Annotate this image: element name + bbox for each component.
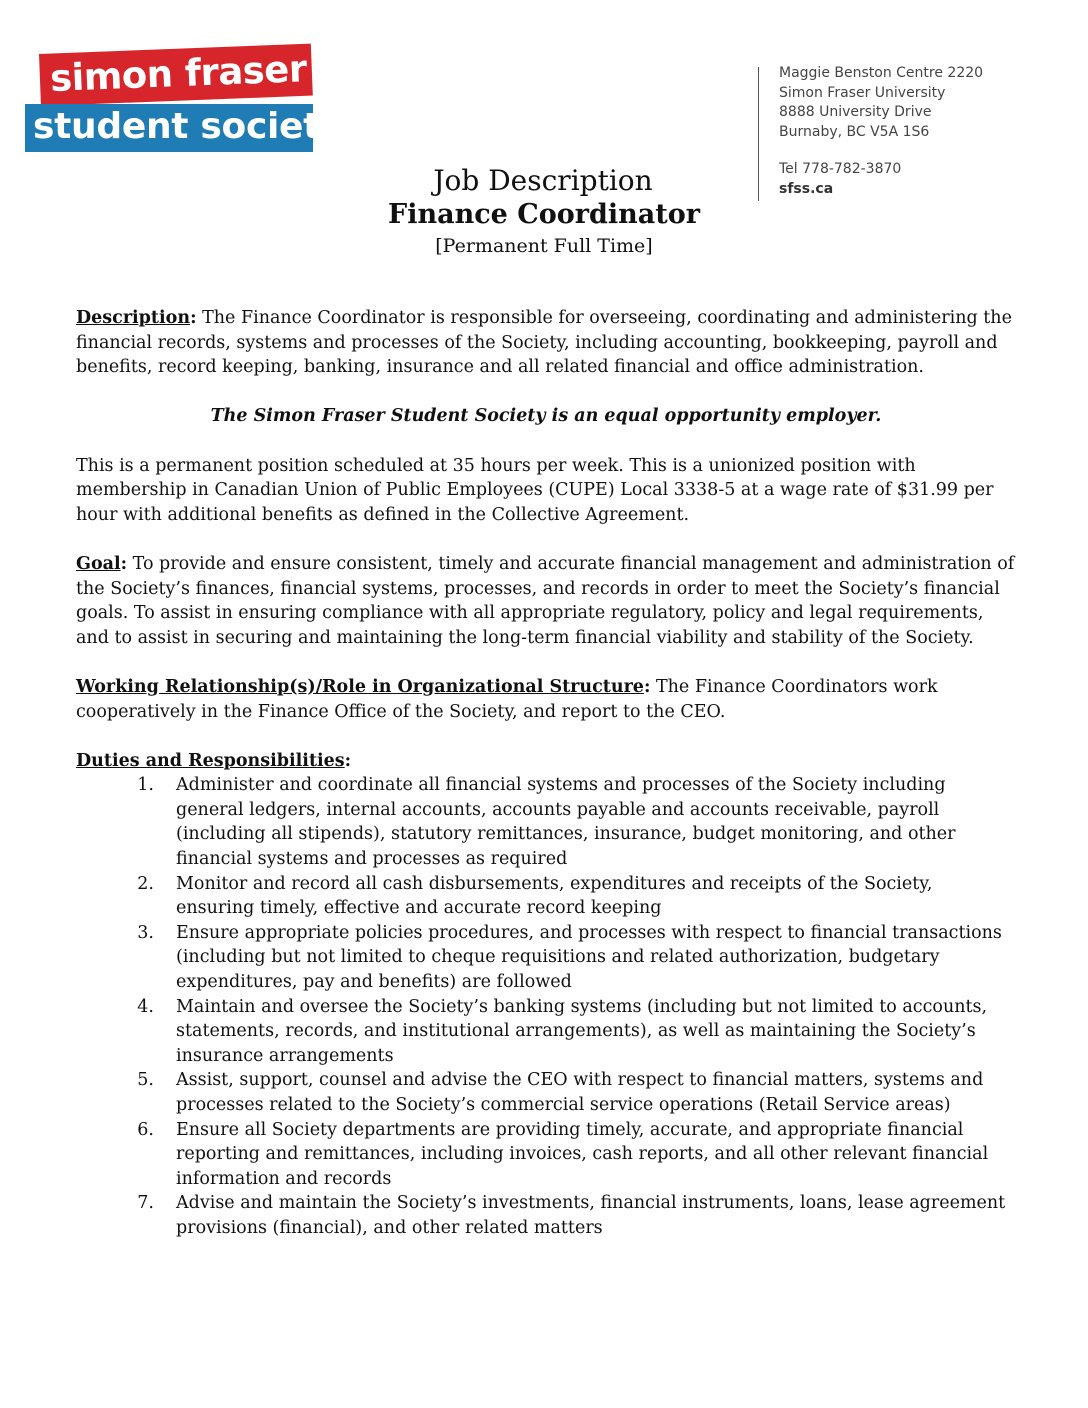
working-relationship-text: The Finance Coordinators work cooperatively in the Finance Office of the Society, and report to the CEO. <box>76 676 938 722</box>
duty-text: Ensure all Society departments are providing timely, accurate, and appropriate financial reporting and remittances, including invoices, cash reports, and all other relevant financial information and records <box>176 1119 989 1189</box>
list-item <box>76 773 1016 871</box>
duty-text: Administer and coordinate all financial systems and processes of the Society including general ledgers, internal accounts, accounts payable and accounts receivable, payroll (including all stipends), statutory remittances, insurance, budget monitoring, and other financial systems and processes as required <box>176 775 956 870</box>
contact-university: Simon Fraser University <box>779 84 946 101</box>
description-section: Description: The Finance Coordinator is responsible for overseeing, coordinating and administering the financial records, systems and processes of the Society, including accounting, bookkeeping, payroll and benefits, record keeping, banking, insurance and all related financial and office administration. <box>76 308 1012 378</box>
contact-street: 8888 University Drive <box>779 104 932 120</box>
position-title: Finance Coordinator <box>388 199 700 230</box>
document-body <box>76 306 1016 1241</box>
list-item <box>76 995 1016 1069</box>
duty-text: Monitor and record all cash disbursements, expenditures and receipts of the Society, ensuring timely, effective and accurate record keeping <box>176 873 933 919</box>
description-heading: Description <box>76 308 191 328</box>
logo-text-line2: student society <box>33 106 344 147</box>
document-type: Job Description <box>433 164 653 197</box>
duty-number: 5. <box>137 1070 154 1091</box>
goal-section: Goal: To provide and ensure consistent, timely and accurate financial management and administration of the Society’s finances, financial systems, processes, and records in order to meet the Society’s financial goals. To assist in ensuring compliance with all appropriate regulatory, policy and legal requirements, and to assist in securing and maintaining the long-term financial viability and stability of the Society. <box>76 553 1015 648</box>
goal-heading: Goal <box>76 553 121 574</box>
duty-text: Maintain and oversee the Society’s banking systems (including but not limited to accounts, statements, records, and institutional arrangements), as well as maintaining the Society’s insurance arrangements <box>176 996 988 1066</box>
list-item <box>76 1191 1016 1240</box>
list-item <box>76 1118 1016 1192</box>
list-item <box>76 872 1016 921</box>
logo-text-line1: simon fraser <box>49 47 308 101</box>
duty-number: 6. <box>137 1119 154 1140</box>
document-title-block <box>0 164 1088 260</box>
duty-number: 3. <box>137 922 154 943</box>
duty-text: Ensure appropriate policies procedures, and processes with respect to financial transactions (including but not limited to cheque requisitions and related authorization, budgetary expenditures, pay and benefits) are followed <box>176 922 1002 993</box>
contact-website: sfss.ca <box>779 180 834 197</box>
duty-text: Advise and maintain the Society’s investments, financial instruments, loans, lease agreement provisions (financial), and other related matters <box>176 1193 1006 1238</box>
position-terms: This is a permanent position scheduled at 35 hours per week. This is a unionized position with membership in Canadian Union of Public Employees (CUPE) Local 3338-5 at a wage rate of $31.99 per hour with additional benefits as defined in the Collective Agreement. <box>76 455 994 525</box>
sfss-logo <box>25 47 344 154</box>
duties-list <box>76 773 1016 1240</box>
working-relationship-section: Working Relationship(s)/Role in Organizational Structure: The Finance Coordinators work cooperatively in the Finance Office of the Society, and report to the CEO. <box>76 676 938 722</box>
contact-city: Burnaby, BC V5A 1S6 <box>779 123 930 140</box>
list-item <box>76 1068 1016 1117</box>
working-relationship-heading: Working Relationship(s)/Role in Organizational Structure <box>76 676 644 697</box>
list-item <box>76 921 1016 995</box>
duty-number: 2. <box>137 873 154 894</box>
duty-number: 4. <box>137 996 154 1017</box>
contact-tel: Tel 778-782-3870 <box>779 161 902 177</box>
duty-text: Assist, support, counsel and advise the CEO with respect to financial matters, systems and processes related to the Society’s commercial service operations (Retail Service areas) <box>176 1070 984 1115</box>
contact-building: Maggie Benston Centre 2220 <box>779 65 984 81</box>
duty-number: 1. <box>137 775 154 796</box>
description-text: The Finance Coordinator is responsible for overseeing, coordinating and administering the financial records, systems and processes of the Society, including accounting, bookkeeping, payroll and benefits, record keeping, banking, insurance and all related financial and office administration. <box>76 308 1012 378</box>
duties-section: Duties and Responsibilities: <box>76 750 352 771</box>
position-term: [Permanent Full Time] <box>435 235 653 257</box>
duty-number: 7. <box>137 1193 154 1214</box>
goal-text: To provide and ensure consistent, timely and accurate financial management and administration of the Society’s finances, financial systems, processes, and records in order to meet the Society’s financial goals. To assist in ensuring compliance with all appropriate regulatory, policy and legal requirements, and to assist in securing and maintaining the long-term financial viability and stability of the Society. <box>76 553 1015 648</box>
equal-opportunity-statement: The Simon Fraser Student Society is an equal opportunity employer. <box>210 406 882 427</box>
duties-heading: Duties and Responsibilities <box>76 750 345 771</box>
